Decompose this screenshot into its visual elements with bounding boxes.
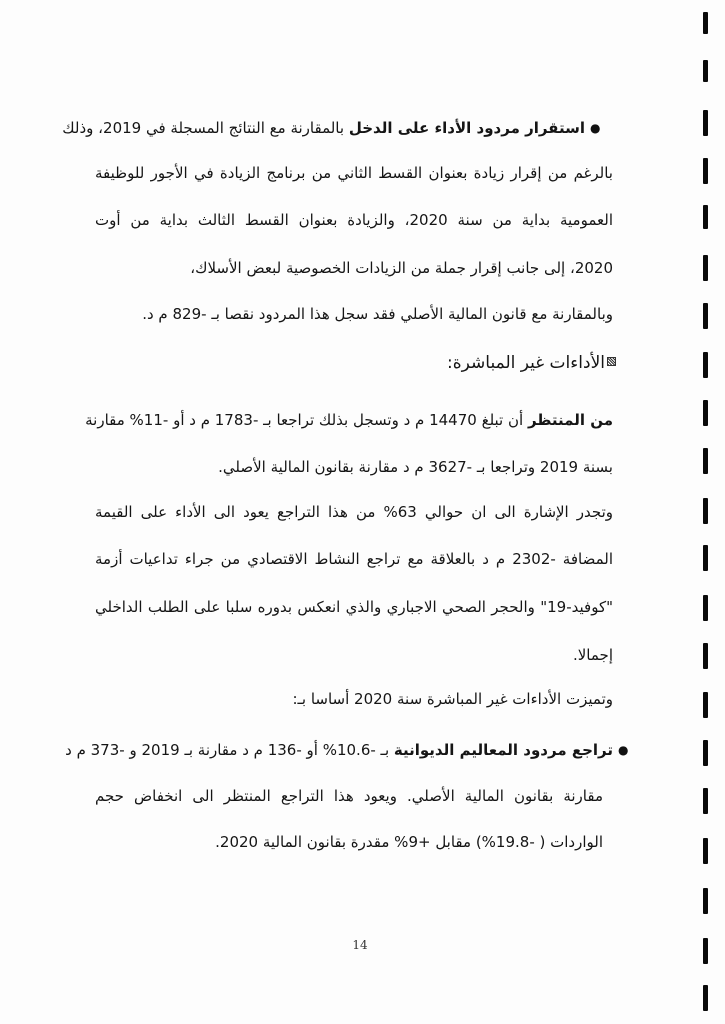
paragraph-5-line-2: مقارنة بقانون المالية الأصلي. ويعود هذا التراجع المنتظر الى انخفاض حجم <box>95 787 603 805</box>
binding-mark <box>703 255 708 281</box>
binding-mark <box>703 400 708 426</box>
binding-mark <box>703 498 708 524</box>
binding-mark <box>703 838 708 864</box>
paragraph-3-line-3: "كوفيد-19" والحجر الصحي الاجباري والذي انعكس بدوره سلبا على الطلب الداخلي <box>95 598 613 616</box>
binding-mark <box>703 692 708 718</box>
binding-mark <box>703 12 708 34</box>
binding-mark <box>703 595 708 621</box>
binding-mark <box>703 205 708 229</box>
binding-mark <box>703 788 708 814</box>
paragraph-5-bold-lead: تراجع مردود المعاليم الديوانية <box>393 741 613 759</box>
paragraph-2-line-1 <box>85 410 613 430</box>
paragraph-1-line-5: وبالمقارنة مع قانون المالية الأصلي فقد سجل هذا المردود نقصا بـ -829 م د. <box>142 305 613 323</box>
round-bullet-icon: ● <box>618 743 629 757</box>
binding-mark <box>703 740 708 766</box>
paragraph-1-line-3: العمومية بداية من سنة 2020، والزيادة بعنوان القسط الثالث بداية من أوت <box>95 211 613 229</box>
paragraph-2-line-1-text: أن تبلغ 14470 م د وتسجل بذلك تراجعا بـ -1783 م د أو -11% مقارنة <box>85 411 524 429</box>
paragraph-5-line-1 <box>65 740 613 760</box>
binding-mark <box>703 158 708 184</box>
binding-mark <box>703 352 708 378</box>
paragraph-5-line-3: الواردات ( -19.8%) مقابل +9% مقدرة بقانون المالية 2020. <box>215 833 603 851</box>
binding-mark <box>703 938 708 964</box>
paragraph-3-line-2: المضافة -2302 م د بالعلاقة مع تراجع النشاط الاقتصادي من جراء تداعيات أزمة <box>95 550 613 568</box>
hatched-square-bullet-icon <box>607 357 616 366</box>
paragraph-1-line-4: 2020، إلى جانب إقرار جملة من الزيادات الخصوصية لبعض الأسلاك، <box>190 259 613 277</box>
paragraph-1-line-2: بالرغم من إقرار زيادة بعنوان القسط الثاني من برنامج الزيادة في الأجور للوظيفة <box>95 164 613 182</box>
binding-mark <box>703 60 708 82</box>
paragraph-1-line-1-text: بالمقارنة مع النتائج المسجلة في 2019، وذلك <box>62 119 345 137</box>
binding-mark <box>703 448 708 474</box>
binding-mark <box>703 303 708 329</box>
paragraph-2-bold-lead: من المنتظر <box>527 411 613 429</box>
binding-mark <box>703 888 708 914</box>
page-number: 14 <box>352 938 368 952</box>
paragraph-2-line-2: بسنة 2019 وتراجعا بـ -3627 م د مقارنة بقانون المالية الأصلي. <box>218 458 613 476</box>
paragraph-3-line-4: إجمالا. <box>572 646 613 664</box>
section-heading: الأداءات غير المباشرة: <box>447 353 605 373</box>
paragraph-5-line-1-text: بـ -10.6% أو -136 م د مقارنة بـ 2019 و -373 م د <box>65 741 390 759</box>
paragraph-1-line-1 <box>62 118 585 138</box>
binding-mark <box>703 545 708 571</box>
round-bullet-icon: ● <box>590 121 601 135</box>
paragraph-3-line-1: وتجدر الإشارة الى ان حوالي 63% من هذا التراجع يعود الى الأداء على القيمة <box>95 503 613 521</box>
binding-mark <box>703 985 708 1011</box>
binding-mark <box>703 110 708 136</box>
paragraph-1-bold-lead: استقرار مردود الأداء على الدخل <box>348 119 585 137</box>
binding-mark <box>703 643 708 669</box>
paragraph-4-line-1: وتميزت الأداءات غير المباشرة سنة 2020 أساسا بـ: <box>292 690 613 708</box>
